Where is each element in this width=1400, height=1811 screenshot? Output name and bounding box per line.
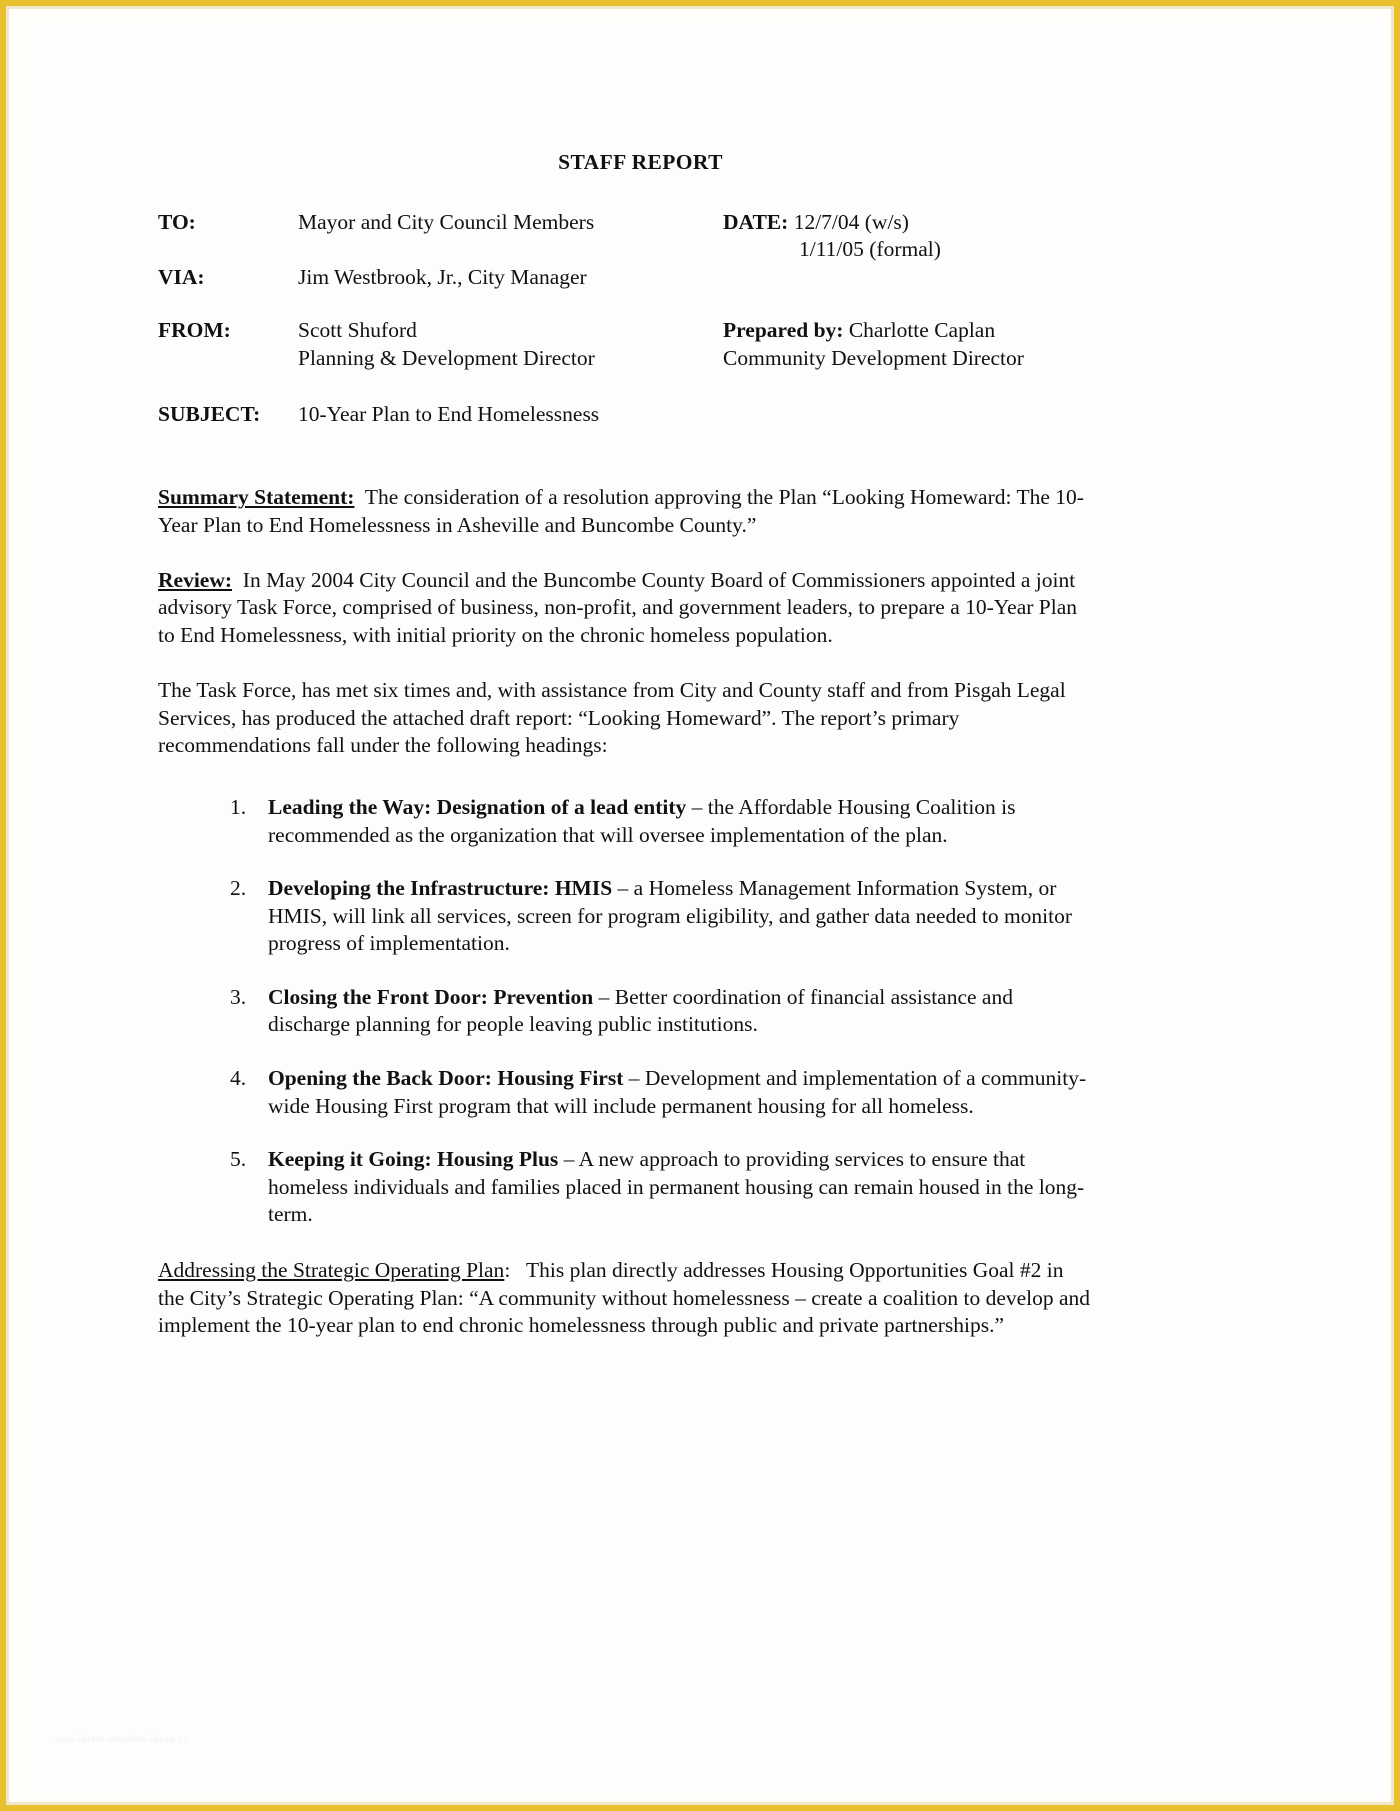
list-item-body [268,1065,1093,1120]
memo-value-subject: 10-Year Plan to End Homelessness [298,401,600,426]
list-item [158,1146,1093,1229]
memo-value-from [298,317,723,372]
spacer-before-summary [158,428,1093,484]
review-paragraph [158,567,1093,650]
memo-value-from-line1: Scott Shuford [298,318,417,343]
list-item-number: 1. [230,794,247,819]
memo-label-subject: SUBJECT: [158,401,261,426]
strategic-operating-plan-paragraph [158,1257,1093,1340]
list-item [158,1065,1093,1120]
list-item [158,794,1093,849]
strategic-operating-plan-text: This plan directly addresses Housing Opportunities Goal #2 in the City’s Strategic Operating Plan: “A community without homelessness – create a coalition to develop and implement the 10-year plan to end chronic homelessness through public and private partnerships.” [158,1258,1091,1338]
memo-label-date: DATE: [723,209,789,234]
list-item-number: 4. [230,1066,247,1091]
recommendations-list [158,794,1093,1229]
document-body [158,149,1093,1367]
list-item-body [268,984,1093,1039]
strategic-operating-plan-heading-suffix: : [504,1258,511,1283]
page-title: STAFF REPORT [558,150,723,174]
list-item-heading: Leading the Way: Designation of a lead entity [268,794,687,819]
scan-watermark: www.latest-template-ideas.co [55,1734,189,1744]
list-item-body [268,1146,1093,1229]
memo-row-via [158,264,1093,292]
list-item-body [268,875,1093,958]
list-item-number: 3. [230,984,247,1009]
memo-value-prepared-by-line1: Charlotte Caplan [848,318,996,343]
memo-label-from: FROM: [158,318,231,343]
list-item-heading: Opening the Back Door: Housing First [268,1066,624,1091]
list-item-heading: Developing the Infrastructure: HMIS [268,876,613,901]
document-sheet [19,19,1381,1792]
summary-statement-heading: Summary Statement: [158,485,355,510]
memo-value-prepared-by-line2: Community Development Director [723,345,1024,370]
review-text: In May 2004 City Council and the Buncombe County Board of Commissioners appointed a joint advisory Task Force, comprised of business, non-profit, and government leaders, to prepare a 10-Year Plan to End Homelessness, with initial priority on the chronic homeless population. [158,567,1077,648]
taskforce-paragraph: The Task Force, has met six times and, with assistance from City and County staff and from Pisgah Legal Services, has produced the attached draft report: “Looking Homeward”. The report’s primary recommendations fall under the following headings: [158,678,1066,758]
list-item [158,984,1093,1039]
list-item-heading: Keeping it Going: Housing Plus [268,1147,559,1172]
summary-statement-text: The consideration of a resolution approving the Plan “Looking Homeward: The 10-Year Plan to End Homelessness in Asheville and Buncombe County.” [158,485,1084,537]
memo-label-to: TO: [158,209,196,234]
list-item [158,875,1093,958]
memo-row-from [158,317,1093,372]
memo-label-prepared-by: Prepared by: [723,318,844,343]
memo-right-prepared-by [723,317,1093,372]
review-heading: Review: [158,567,233,592]
summary-statement-paragraph [158,484,1093,539]
memo-value-date-line1: 12/7/04 (w/s) [793,209,909,234]
list-item-text: – Development and implementation of a community-wide Housing First program that will include permanent housing for all homeless. [268,1066,1087,1118]
memo-row-to [158,209,1093,264]
spacer-after-from [158,373,1093,401]
list-item-number: 5. [230,1147,247,1172]
list-item-text: – a Homeless Management Information System, or HMIS, will link all services, screen for program eligibility, and gather data needed to monitor progress of implementation. [268,876,1073,956]
list-item-text: – the Affordable Housing Coalition is recommended as the organization that will oversee implementation of the plan. [268,794,1016,847]
memo-value-date-line2: 1/11/05 (formal) [799,237,941,262]
list-item-text: – Better coordination of financial assistance and discharge planning for people leaving public institutions. [268,984,1013,1037]
page-frame-inner [6,6,1394,1805]
strategic-operating-plan-heading: Addressing the Strategic Operating Plan [158,1258,505,1283]
memo-value-to: Mayor and City Council Members [298,209,595,234]
spacer-after-via [158,291,1093,317]
list-item-body [268,794,1093,849]
memo-row-subject [158,401,1093,429]
list-item-number: 2. [230,876,247,901]
memo-value-from-line2: Planning & Development Director [298,345,595,370]
memo-label-via: VIA: [158,264,205,289]
memo-right-date [723,209,1093,264]
list-item-text: – A new approach to providing services to ensure that homeless individuals and families placed in permanent housing can remain housed in the long-term. [268,1147,1085,1227]
memo-value-via: Jim Westbrook, Jr., City Manager [298,264,587,289]
list-item-heading: Closing the Front Door: Prevention [268,984,594,1009]
